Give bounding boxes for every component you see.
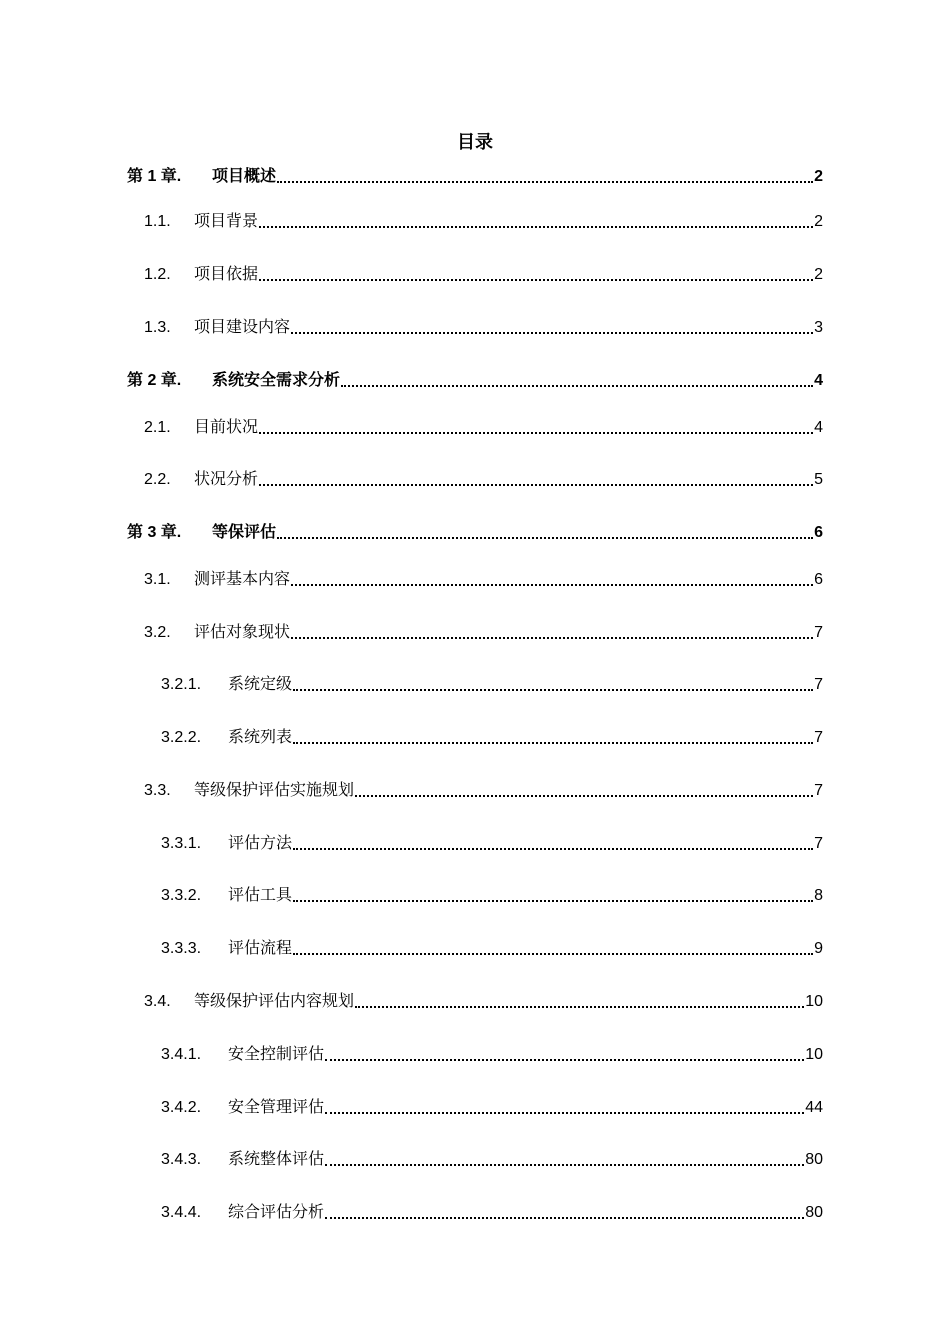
toc-entry-number: 第 2 章.	[127, 372, 182, 389]
toc-dot-leader	[293, 900, 813, 902]
toc-entry-page-number: 2	[814, 266, 823, 283]
toc-entry[interactable]	[0, 568, 950, 592]
toc-entry-page-number: 2	[814, 213, 823, 230]
toc-entry[interactable]	[0, 884, 950, 908]
toc-entry-title: 项目建设内容	[194, 319, 291, 336]
toc-dot-leader	[325, 1164, 804, 1166]
toc-entry-title: 评估对象现状	[194, 624, 291, 641]
toc-entry-title: 评估流程	[228, 940, 293, 957]
toc-entry-number: 3.3.3.	[161, 940, 202, 957]
toc-entry-title: 系统列表	[228, 729, 293, 746]
toc-title: 目录	[457, 132, 493, 152]
toc-entry-number: 1.3.	[144, 319, 171, 336]
toc-entry[interactable]	[0, 468, 950, 492]
toc-dot-leader	[259, 484, 813, 486]
toc-entry-number: 第 3 章.	[127, 524, 182, 541]
toc-dot-leader	[291, 584, 813, 586]
toc-entry[interactable]	[0, 316, 950, 340]
toc-entry[interactable]	[0, 779, 950, 803]
toc-dot-leader	[293, 848, 813, 850]
toc-entry-title: 评估方法	[228, 835, 293, 852]
toc-entry[interactable]	[0, 1096, 950, 1120]
toc-entry-title: 测评基本内容	[194, 571, 291, 588]
toc-dot-leader	[325, 1217, 804, 1219]
toc-entry-number: 1.2.	[144, 266, 171, 283]
toc-entry-number: 3.3.2.	[161, 887, 202, 904]
toc-entry-title: 系统安全需求分析	[212, 372, 341, 389]
toc-entry-title: 安全管理评估	[228, 1099, 325, 1116]
toc-entry-number: 3.2.1.	[161, 676, 202, 693]
toc-entry-title: 系统整体评估	[228, 1151, 325, 1168]
toc-dot-leader	[355, 795, 813, 797]
toc-dot-leader	[293, 953, 813, 955]
toc-entry-number: 3.4.1.	[161, 1046, 202, 1063]
toc-dot-leader	[341, 385, 813, 387]
toc-dot-leader	[293, 689, 813, 691]
toc-entry-page-number: 10	[805, 993, 823, 1010]
toc-dot-leader	[291, 332, 813, 334]
toc-entry-number: 3.2.	[144, 624, 171, 641]
toc-entry[interactable]	[0, 369, 950, 393]
toc-entry[interactable]	[0, 1201, 950, 1225]
toc-dot-leader	[277, 537, 813, 539]
toc-entry[interactable]	[0, 1148, 950, 1172]
toc-entry-title: 项目背景	[194, 213, 259, 230]
toc-entry-number: 2.1.	[144, 419, 171, 436]
toc-entry-page-number: 6	[814, 524, 823, 541]
toc-dot-leader	[259, 226, 813, 228]
toc-entry-page-number: 44	[805, 1099, 823, 1116]
toc-entry[interactable]	[0, 832, 950, 856]
toc-entry-page-number: 7	[814, 676, 823, 693]
toc-entry-page-number: 10	[805, 1046, 823, 1063]
toc-entry-page-number: 7	[814, 624, 823, 641]
toc-entry-title: 等级保护评估内容规划	[194, 993, 355, 1010]
toc-entry-title: 目前状况	[194, 419, 259, 436]
toc-entry-number: 第 1 章.	[127, 168, 182, 185]
toc-entry-title: 评估工具	[228, 887, 293, 904]
toc-entry-title: 安全控制评估	[228, 1046, 325, 1063]
toc-entry-title: 系统定级	[228, 676, 293, 693]
toc-entry[interactable]	[0, 521, 950, 545]
toc-dot-leader	[259, 279, 813, 281]
toc-entry-number: 3.4.	[144, 993, 171, 1010]
toc-entry-number: 3.1.	[144, 571, 171, 588]
toc-dot-leader	[259, 432, 813, 434]
toc-entry[interactable]	[0, 673, 950, 697]
toc-entry-title: 等保评估	[212, 524, 277, 541]
toc-entry-page-number: 80	[805, 1151, 823, 1168]
toc-entry-page-number: 7	[814, 729, 823, 746]
toc-entry[interactable]	[0, 937, 950, 961]
toc-entry-page-number: 7	[814, 835, 823, 852]
toc-entry-number: 3.2.2.	[161, 729, 202, 746]
toc-dot-leader	[291, 637, 813, 639]
toc-entry-number: 3.3.	[144, 782, 171, 799]
toc-entry[interactable]	[0, 416, 950, 440]
toc-entry[interactable]	[0, 263, 950, 287]
toc-entry-page-number: 4	[814, 372, 823, 389]
toc-dot-leader	[325, 1112, 804, 1114]
toc-entry[interactable]	[0, 165, 950, 189]
toc-entry-number: 3.4.3.	[161, 1151, 202, 1168]
toc-entry-title: 项目依据	[194, 266, 259, 283]
toc-entry-page-number: 7	[814, 782, 823, 799]
toc-dot-leader	[277, 181, 813, 183]
toc-entry-page-number: 8	[814, 887, 823, 904]
toc-entry[interactable]	[0, 990, 950, 1014]
toc-entry-number: 3.3.1.	[161, 835, 202, 852]
toc-entry-number: 3.4.4.	[161, 1204, 202, 1221]
toc-entry-page-number: 5	[814, 471, 823, 488]
toc-entry-number: 3.4.2.	[161, 1099, 202, 1116]
toc-dot-leader	[293, 742, 813, 744]
toc-entry-title: 等级保护评估实施规划	[194, 782, 355, 799]
toc-entry[interactable]	[0, 621, 950, 645]
toc-entry-title: 状况分析	[194, 471, 259, 488]
toc-entry-page-number: 80	[805, 1204, 823, 1221]
toc-entry[interactable]	[0, 726, 950, 750]
toc-entry[interactable]	[0, 210, 950, 234]
toc-dot-leader	[325, 1059, 804, 1061]
toc-entry-title: 综合评估分析	[228, 1204, 325, 1221]
toc-dot-leader	[355, 1006, 804, 1008]
toc-entry-number: 1.1.	[144, 213, 171, 230]
toc-entry-page-number: 4	[814, 419, 823, 436]
toc-entry-title: 项目概述	[212, 168, 277, 185]
toc-entry-page-number: 6	[814, 571, 823, 588]
toc-entry[interactable]	[0, 1043, 950, 1067]
toc-entry-number: 2.2.	[144, 471, 171, 488]
toc-entry-page-number: 2	[814, 168, 823, 185]
toc-entry-page-number: 9	[814, 940, 823, 957]
toc-entry-page-number: 3	[814, 319, 823, 336]
